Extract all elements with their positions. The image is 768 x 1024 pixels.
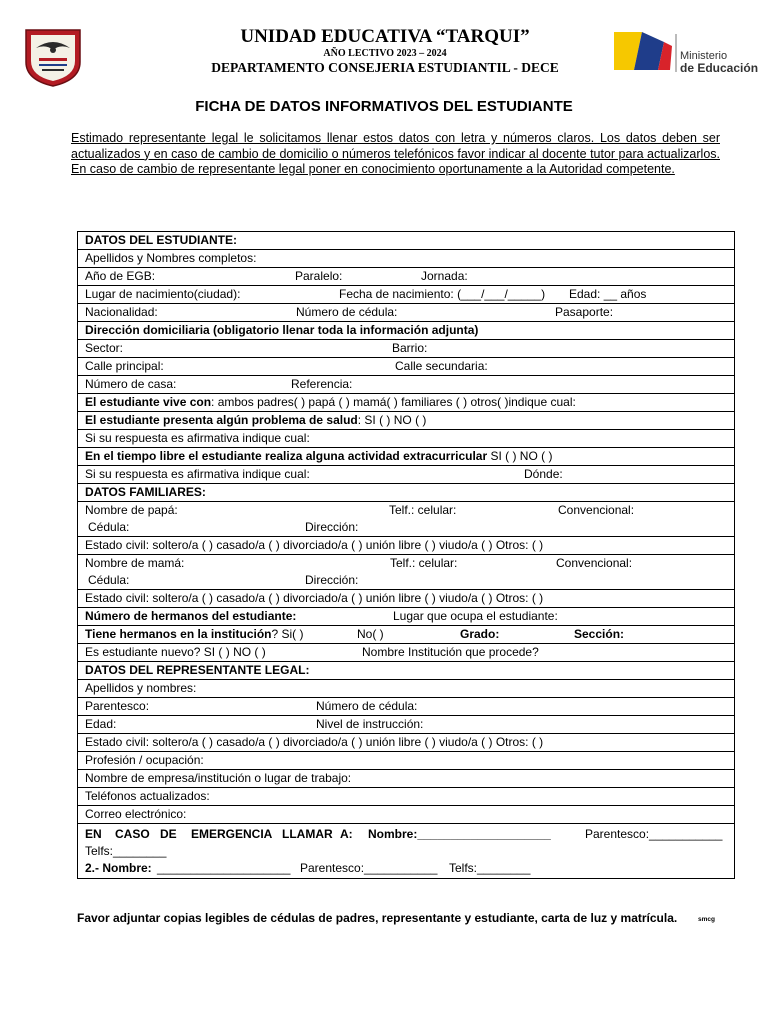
mother-id-label: Cédula: bbox=[88, 573, 130, 587]
siblings-no-option: No( ) bbox=[357, 627, 384, 641]
mother-landline-label: Convencional: bbox=[556, 556, 633, 570]
where-label: Dónde: bbox=[524, 467, 563, 481]
guardian-relationship-row[interactable] bbox=[78, 698, 735, 716]
health-row[interactable]: El estudiante presenta algún problema de salud: SI ( ) NO ( ) bbox=[78, 412, 735, 430]
nationality-label: Nacionalidad: bbox=[85, 305, 158, 319]
father-civil-status-row[interactable]: Estado civil: soltero/a ( ) casado/a ( ) divorciado/a ( ) unión libre ( ) viudo/a ( ) Otros: ( ) bbox=[78, 537, 735, 555]
second-contact-relationship: Parentesco:___________ bbox=[300, 860, 438, 875]
emergency-w5: LLAMAR bbox=[282, 826, 333, 841]
emergency-w4: EMERGENCIA bbox=[191, 826, 273, 841]
emergency-phones: Telfs:________ bbox=[85, 843, 167, 858]
guardian-phones-row[interactable]: Teléfonos actualizados: bbox=[78, 788, 735, 806]
passport-label: Pasaporte: bbox=[555, 305, 614, 319]
school-emblem-icon bbox=[22, 26, 84, 88]
mother-row[interactable] bbox=[78, 555, 735, 590]
father-cell-label: Telf.: celular: bbox=[389, 503, 457, 517]
student-info-form bbox=[77, 231, 735, 879]
age-label: Edad: __ años bbox=[569, 287, 647, 301]
ministry-line-1: Ministerio bbox=[680, 50, 728, 62]
guardian-civil-status-row[interactable]: Estado civil: soltero/a ( ) casado/a ( ) divorciado/a ( ) unión libre ( ) viudo/a ( ) Otros: ( ) bbox=[78, 734, 735, 752]
father-name-label: Nombre de papá: bbox=[85, 503, 178, 517]
document-header bbox=[0, 0, 768, 95]
mother-civil-status-row[interactable]: Estado civil: soltero/a ( ) casado/a ( ) divorciado/a ( ) unión libre ( ) viudo/a ( ) Otros: ( ) bbox=[78, 590, 735, 608]
guardian-section-header: DATOS DEL REPRESENTANTE LEGAL: bbox=[78, 662, 735, 680]
emergency-name: Nombre:____________________ bbox=[368, 826, 551, 841]
father-address-label: Dirección: bbox=[305, 520, 359, 534]
emergency-relationship: Parentesco:___________ bbox=[585, 826, 723, 841]
guardian-workplace-row[interactable]: Nombre de empresa/institución o lugar de trabajo: bbox=[78, 770, 735, 788]
emergency-w2: CASO bbox=[115, 826, 150, 841]
section-label: Sección: bbox=[574, 627, 625, 641]
second-contact-label: 2.- Nombre: bbox=[85, 860, 152, 875]
shift-label: Jornada: bbox=[421, 269, 468, 283]
activity-detail-row[interactable] bbox=[78, 466, 735, 484]
guardian-age-label: Edad: bbox=[85, 717, 117, 731]
egb-row[interactable] bbox=[78, 268, 735, 286]
birth-row[interactable] bbox=[78, 286, 735, 304]
egb-year-label: Año de EGB: bbox=[85, 269, 156, 283]
guardian-name-row[interactable]: Apellidos y nombres: bbox=[78, 680, 735, 698]
siblings-in-school-row[interactable] bbox=[78, 626, 735, 644]
birthplace-label: Lugar de nacimiento(ciudad): bbox=[85, 287, 241, 301]
father-landline-label: Convencional: bbox=[558, 503, 635, 517]
birthdate-label: Fecha de nacimiento: (___/___/_____) bbox=[339, 287, 546, 301]
school-year: AÑO LECTIVO 2023 – 2024 bbox=[323, 48, 447, 59]
full-name-field[interactable]: Apellidos y Nombres completos: bbox=[78, 250, 735, 268]
neighborhood-label: Barrio: bbox=[392, 341, 428, 355]
intro-paragraph: Estimado representante legal le solicitamos llenar estos datos con letra y números claros. Los datos deben ser actualizados y en caso de cambio de domicilio o números telefónicos favor indicar al docente tutor para actualizarlos. En caso de cambio de representante legal poner en conocimiento oportunamente a la Autoridad competente. bbox=[71, 131, 720, 176]
mother-address-label: Dirección: bbox=[305, 573, 359, 587]
id-number-label: Número de cédula: bbox=[296, 305, 398, 319]
mother-cell-label: Telf.: celular: bbox=[390, 556, 458, 570]
guardian-occupation-row[interactable]: Profesión / ocupación: bbox=[78, 752, 735, 770]
siblings-in-school-label: Tiene hermanos en la institución? Si( ) bbox=[85, 627, 304, 641]
ministry-line-2: de Educación bbox=[680, 61, 759, 75]
address-title: Dirección domiciliaria (obligatorio llenar toda la información adjunta) bbox=[78, 322, 735, 340]
siblings-count-label: Número de hermanos del estudiante: bbox=[85, 609, 297, 623]
new-student-row[interactable] bbox=[78, 644, 735, 662]
father-id-label: Cédula: bbox=[88, 520, 130, 534]
guardian-age-row[interactable] bbox=[78, 716, 735, 734]
mother-name-label: Nombre de mamá: bbox=[85, 556, 185, 570]
author-initials: smcg bbox=[698, 916, 715, 923]
health-detail-row[interactable]: Si su respuesta es afirmativa indique cual: bbox=[78, 430, 735, 448]
second-contact-name: ____________________ bbox=[157, 860, 291, 875]
reference-label: Referencia: bbox=[291, 377, 353, 391]
main-street-label: Calle principal: bbox=[85, 359, 164, 373]
emergency-w3: DE bbox=[160, 826, 177, 841]
form-title: FICHA DE DATOS INFORMATIVOS DEL ESTUDIANTE bbox=[195, 98, 573, 115]
secondary-street-label: Calle secundaria: bbox=[395, 359, 488, 373]
family-section-header: DATOS FAMILIARES: bbox=[78, 484, 735, 502]
ministry-logo-text bbox=[680, 50, 758, 75]
lives-with-row[interactable]: El estudiante vive con: ambos padres( ) papá ( ) mamá( ) familiares ( ) otros( )indique cual: bbox=[78, 394, 735, 412]
sibling-position-label: Lugar que ocupa el estudiante: bbox=[393, 609, 558, 623]
activity-row[interactable]: En el tiempo libre el estudiante realiza alguna actividad extracurricular SI ( ) NO ( ) bbox=[78, 448, 735, 466]
student-section-header: DATOS DEL ESTUDIANTE: bbox=[78, 232, 735, 250]
house-number-label: Número de casa: bbox=[85, 377, 177, 391]
footer-note: Favor adjuntar copias legibles de cédulas de padres, representante y estudiante, carta de luz y matrícula. bbox=[77, 911, 678, 925]
guardian-education-label: Nivel de instrucción: bbox=[316, 717, 424, 731]
emergency-w1: EN bbox=[85, 826, 102, 841]
sector-row[interactable] bbox=[78, 340, 735, 358]
school-title-block bbox=[200, 26, 570, 76]
emergency-w6: A: bbox=[340, 826, 353, 841]
guardian-email-row[interactable]: Correo electrónico: bbox=[78, 806, 735, 824]
guardian-id-label: Número de cédula: bbox=[316, 699, 418, 713]
parallel-label: Paralelo: bbox=[295, 269, 343, 283]
guardian-relationship-label: Parentesco: bbox=[85, 699, 150, 713]
school-name: UNIDAD EDUCATIVA “TARQUI” bbox=[240, 26, 530, 47]
department-name: DEPARTAMENTO CONSEJERIA ESTUDIANTIL - DECE bbox=[211, 60, 559, 75]
house-row[interactable] bbox=[78, 376, 735, 394]
previous-school-label: Nombre Institución que procede? bbox=[362, 645, 539, 659]
grade-label: Grado: bbox=[460, 627, 500, 641]
siblings-row[interactable] bbox=[78, 608, 735, 626]
emergency-contact-cell[interactable] bbox=[78, 824, 735, 879]
sector-label: Sector: bbox=[85, 341, 124, 355]
father-row[interactable] bbox=[78, 502, 735, 537]
second-contact-phones: Telfs:________ bbox=[449, 860, 531, 875]
street-row[interactable] bbox=[78, 358, 735, 376]
activity-if-yes-label: Si su respuesta es afirmativa indique cual: bbox=[85, 467, 310, 481]
nationality-row[interactable] bbox=[78, 304, 735, 322]
new-student-label: Es estudiante nuevo? SI ( ) NO ( ) bbox=[85, 645, 266, 659]
